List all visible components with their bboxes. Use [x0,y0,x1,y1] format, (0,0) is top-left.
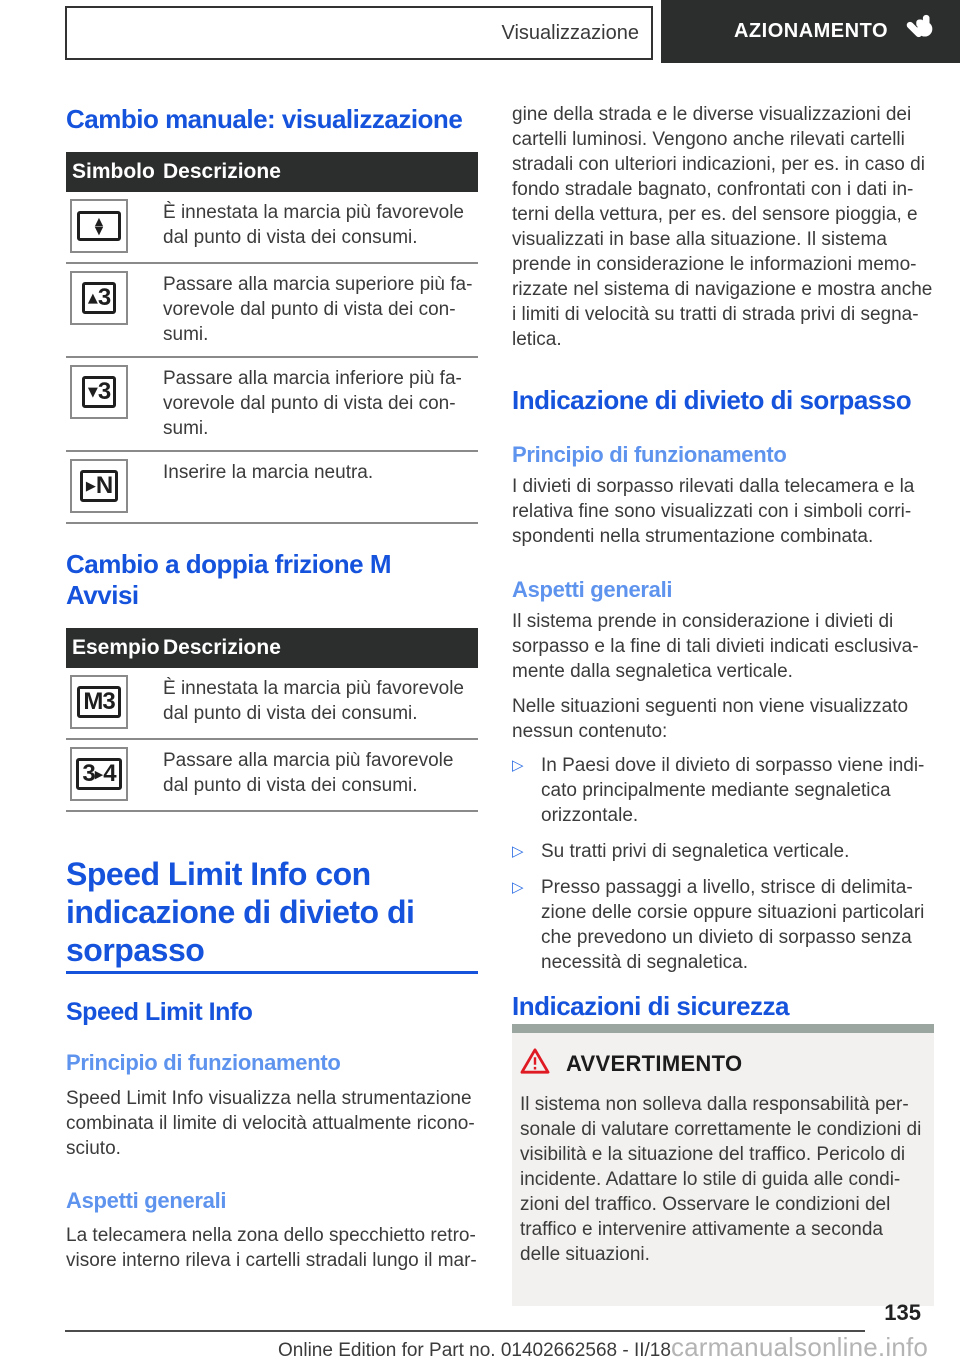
gear-number: 3 [97,378,111,405]
gear-letter: N [95,472,113,499]
gear-number: 3 [97,284,111,311]
footer [278,1332,928,1362]
arrow-down-glyph: ▼ [94,224,104,237]
gear-neutral-icon [66,459,163,513]
subsection-general: Aspetti generali [66,1188,227,1213]
paragraph: Speed Limit Info visualizza nella strumentazione combinata il limite di velocità attualmente ricono- sciuto. [66,1088,475,1159]
row-description: Passare alla marcia superiore più fa- vorevole dal punto di vista dei con- sumi. [163,274,473,345]
triangle-bullet-icon: ▷ [512,756,524,774]
warning-box [512,1033,934,1306]
table-row [66,358,478,452]
subsection-principle: Principio di funzionamento [66,1050,341,1075]
subsection-principle: Principio di funzionamento [512,442,787,467]
gear-updown-icon [66,199,163,253]
arrow-up-glyph: ▲ [87,290,98,306]
warning-triangle-icon [520,1047,550,1080]
list-item [512,753,934,828]
table-row [66,452,478,524]
table-row [66,740,478,812]
gear-m3-icon [66,675,163,729]
left-column [66,104,478,1273]
list-item-text: Su tratti privi di segnaletica verticale. [541,841,850,862]
symbol-table [66,152,478,524]
gear-label: M3 [83,688,115,715]
table-row [66,264,478,358]
gear-down-3-icon [66,365,163,441]
chapter-title-speed-limit-info: Speed Limit Info con indicazione di divieto di sorpasso [66,855,478,974]
bullet-list [512,753,934,975]
section-tab-label: AZIONAMENTO [733,20,888,42]
warning-box-top-bar [512,1024,934,1033]
paragraph: Il sistema prende in considerazione i divieti di sorpasso e la fine di tali divieti indicati esclusiva- mente dalla segnaletica verticale. [512,611,919,682]
triangle-bullet-icon: ▷ [512,842,524,860]
section-title-sli: Speed Limit Info [66,998,253,1026]
list-item-text: In Paesi dove il divieto di sorpasso viene indi- cato principalmente mediante segnaletica orizzontale. [541,755,925,826]
pointing-hand-icon [904,12,938,51]
col-header-symbol: Simbolo [72,160,155,183]
gear-3-4-icon [66,747,163,801]
row-description: È innestata la marcia più favorevole dal punto di vista dei consumi. [163,678,464,724]
paragraph: I divieti di sorpasso rilevati dalla telecamera e la relativa fine sono visualizzati con i simboli corri- spondenti nella strumentazione combinata. [512,476,915,547]
paragraph-continuation: gine della strada e le diverse visualizzazioni dei cartelli luminosi. Vengono anche rilevati cartelli stradali con ulteriori indicazioni, per es. in caso di fondo stradale bagnato, confrontati con i dati in- terni della vettura, per es. del sensore pioggia, e visualizzati in base alla situazione. Il sistema prende in considerazione le informazioni memo- rizzate nel sistema di navigazione e mostra anche i limiti di velocità su tratti di strada privi di segna- letica. [512,104,933,350]
example-table-header [66,628,478,668]
section-title-manual-gearbox: Cambio manuale: visualizzazione [66,104,463,134]
paragraph: Nelle situazioni seguenti non viene visualizzato nessun contenuto: [512,696,909,742]
row-description: Passare alla marcia inferiore più fa- vorevole dal punto di vista dei con- sumi. [163,368,462,439]
header-section-tab [661,0,960,63]
watermark-text: carmanualsonline.info [670,1332,929,1362]
list-item [512,839,934,864]
triangle-bullet-icon: ▷ [512,878,524,896]
col-header-description: Descrizione [163,636,281,659]
footer-edition-text: Online Edition for Part no. 01402662568 - II/18 [278,1340,671,1361]
right-column [512,102,934,1306]
table-row [66,192,478,264]
header-chapter-box [65,6,653,60]
row-description: Inserire la marcia neutra. [163,462,374,483]
chapter-label: Visualizzazione [501,21,639,44]
section-title-no-overtaking: Indicazione di divieto di sorpasso [512,385,912,415]
paragraph: La telecamera nella zona dello specchietto retro- visore interno rileva i cartelli stradali lungo il mar- [66,1225,477,1271]
list-item-text: Presso passaggi a livello, strisce di delimita- zione delle corsie oppure situazioni particolari che prevedono un divieto di sorpasso senza necessità di segnaletica. [541,877,925,973]
warning-text: Il sistema non solleva dalla responsabilità per- sonale di valutare correttamente le condizioni di visibilità e la situazione del traffico. Pericolo di incidente. Adattare lo stile di guida alle condi- zioni del traffico. Osservare le condizioni del traffico e intervenire attivamente a seconda delle situazioni. [520,1094,922,1265]
arrow-right-glyph: ▶ [94,767,104,781]
warning-label: AVVERTIMENTO [566,1050,743,1076]
list-item [512,875,934,975]
row-description: Passare alla marcia più favorevole dal punto di vista dei consumi. [163,750,454,796]
arrow-up-glyph: ▲ [94,214,104,228]
subsection-general: Aspetti generali [512,577,673,602]
table-row [66,668,478,740]
page-number: 135 [884,1300,921,1325]
gear-number: 3 [82,760,95,787]
arrow-down-glyph: ▼ [87,384,98,400]
gear-number: 4 [103,760,116,787]
row-description: È innestata la marcia più favorevole dal punto di vista dei consumi. [163,202,464,248]
gear-up-3-icon [66,271,163,347]
arrow-right-glyph: ▶ [85,478,96,494]
section-title-dct: Cambio a doppia frizione M Avvisi [66,549,392,610]
col-header-description: Descrizione [163,160,281,183]
example-table [66,628,478,812]
section-title-safety: Indicazioni di sicurezza [512,991,789,1021]
symbol-table-header [66,152,478,192]
warning-header [520,1047,926,1080]
col-header-example: Esempio [72,636,160,659]
